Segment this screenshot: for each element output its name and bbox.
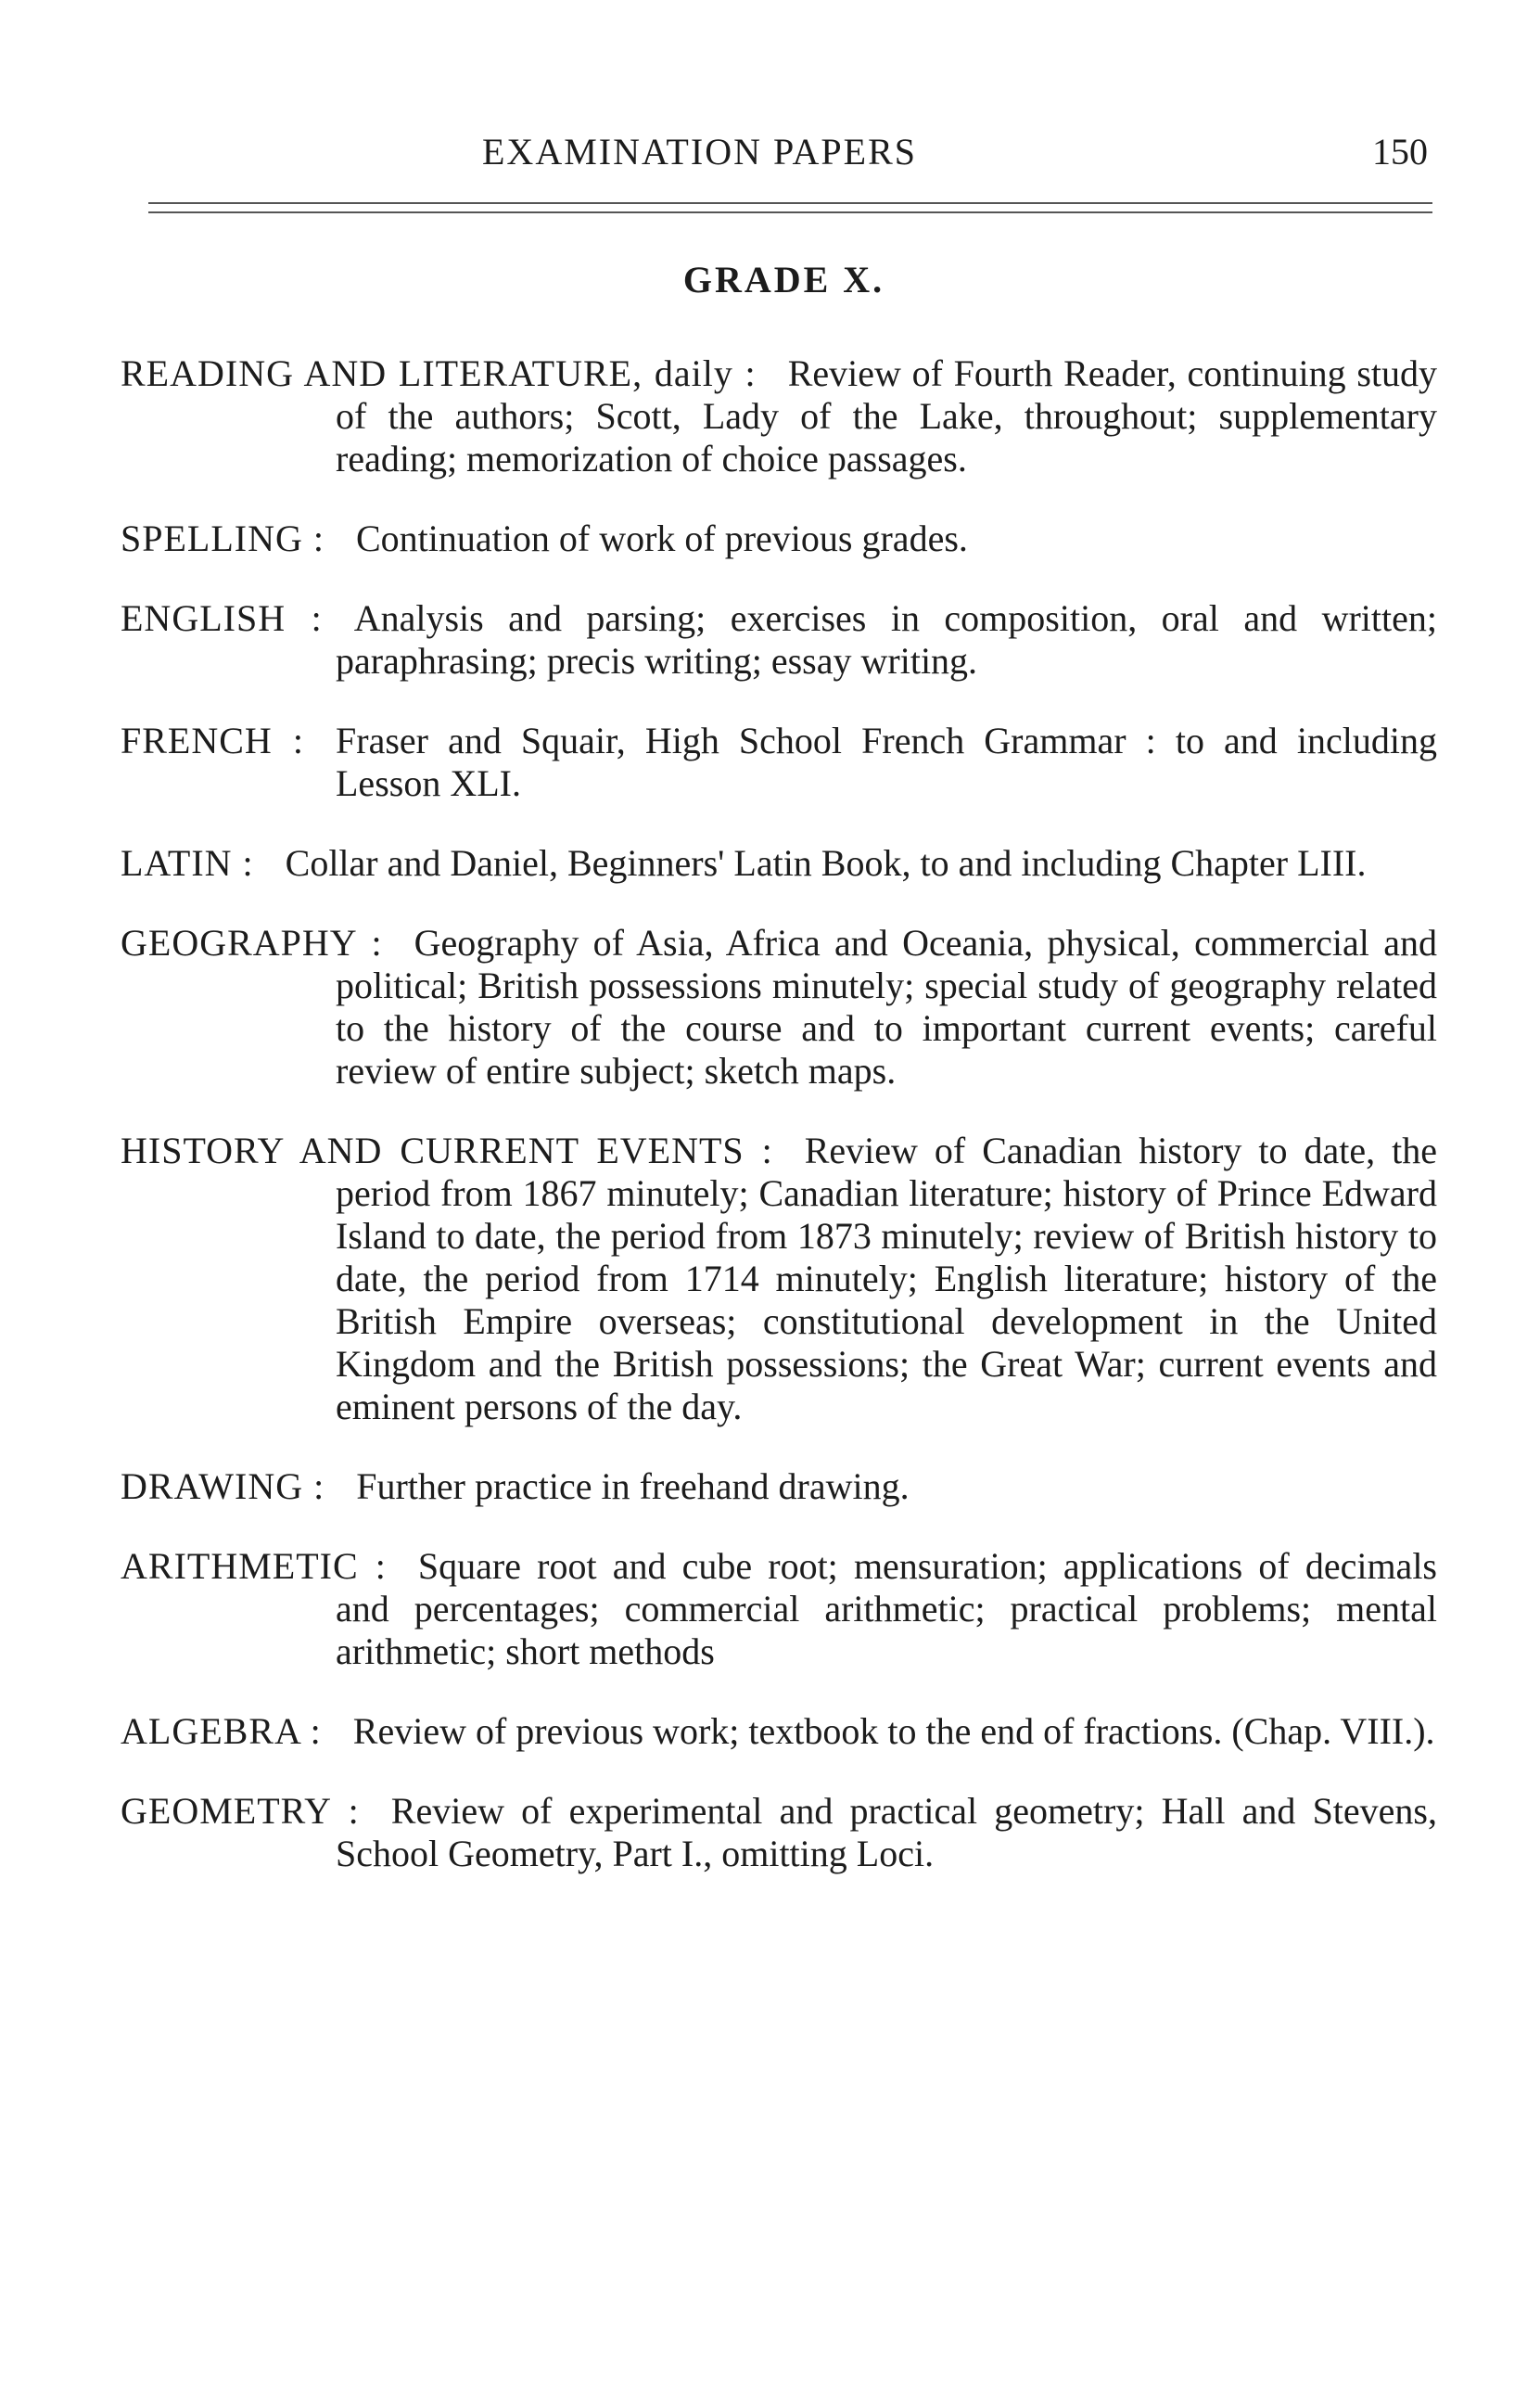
entry-text: Review of experimental and practical geometry; Hall and Stevens, School Geometry, Part I., omitting Loci. <box>336 1790 1437 1874</box>
entry-subject: SPELLING : <box>121 518 325 559</box>
entry-text: Further practice in freehand drawing. <box>356 1465 910 1507</box>
entry-subject: ALGEBRA : <box>121 1710 322 1752</box>
entry-subject: READING AND LITERATURE, daily : <box>121 352 757 394</box>
entry-english <box>121 597 1437 683</box>
entry-subject: GEOMETRY : <box>121 1790 360 1832</box>
running-title: EXAMINATION PAPERS <box>482 131 918 173</box>
entry-subject: HISTORY AND CURRENT EVENTS : <box>121 1130 773 1171</box>
entry-history-current-events <box>121 1130 1437 1428</box>
entry-reading-literature <box>121 352 1437 480</box>
entry-text: Collar and Daniel, Beginners' Latin Book, to and including Chapter LIII. <box>285 842 1367 884</box>
entry-text: Square root and cube root; mensuration; applications of decimals and percentages; commercial arithmetic; practical problems; mental arithmetic; short methods <box>336 1545 1437 1672</box>
entry-algebra <box>121 1710 1437 1753</box>
entry-text: Continuation of work of previous grades. <box>356 518 968 559</box>
entry-text: Geography of Asia, Africa and Oceania, physical, commercial and political; British possessions minutely; special study of geography related to the history of the course and to important current events; careful review of entire subject; sketch maps. <box>336 922 1437 1092</box>
entry-subject: GEOGRAPHY : <box>121 922 383 964</box>
running-header <box>0 130 1540 185</box>
entry-spelling <box>121 518 1437 560</box>
entry-latin <box>121 842 1437 885</box>
entry-text: Analysis and parsing; exercises in composition, oral and written; paraphrasing; precis writing; essay writing. <box>336 597 1437 682</box>
entry-geometry <box>121 1790 1437 1875</box>
entry-text: Review of previous work; textbook to the end of fractions. (Chap. VIII.). <box>352 1710 1435 1752</box>
entry-text: Review of Fourth Reader, continuing study of the authors; Scott, Lady of the Lake, throughout; supplementary reading; memorization of choice passages. <box>336 352 1438 479</box>
header-rule-bottom <box>148 211 1432 213</box>
entry-arithmetic <box>121 1545 1437 1673</box>
entry-subject: FRENCH : <box>121 720 305 761</box>
entry-subject: ENGLISH : <box>121 597 323 639</box>
syllabus-entries <box>121 315 1437 1912</box>
entry-french <box>121 720 1437 805</box>
entry-subject: ARITHMETIC : <box>121 1545 387 1587</box>
entry-drawing <box>121 1465 1437 1508</box>
grade-title: GRADE X. <box>682 259 885 300</box>
entry-geography <box>121 922 1437 1093</box>
entry-text: Fraser and Squair, High School French Grammar : to and including Lesson XLI. <box>336 720 1437 804</box>
entry-subject: DRAWING : <box>121 1465 325 1507</box>
page-number: 150 <box>1372 131 1428 173</box>
entry-subject: LATIN : <box>121 842 254 884</box>
header-rule-top <box>148 202 1432 204</box>
entry-text: Review of Canadian history to date, the period from 1867 minutely; Canadian literature; history of Prince Edward Island to date, the period from 1873 minutely; review of British history to date, the period from 1714 minutely; English literature; history of the British Empire overseas; constitutional development in the United Kingdom and the British possessions; the Great War; current events and eminent persons of the day. <box>336 1130 1437 1427</box>
